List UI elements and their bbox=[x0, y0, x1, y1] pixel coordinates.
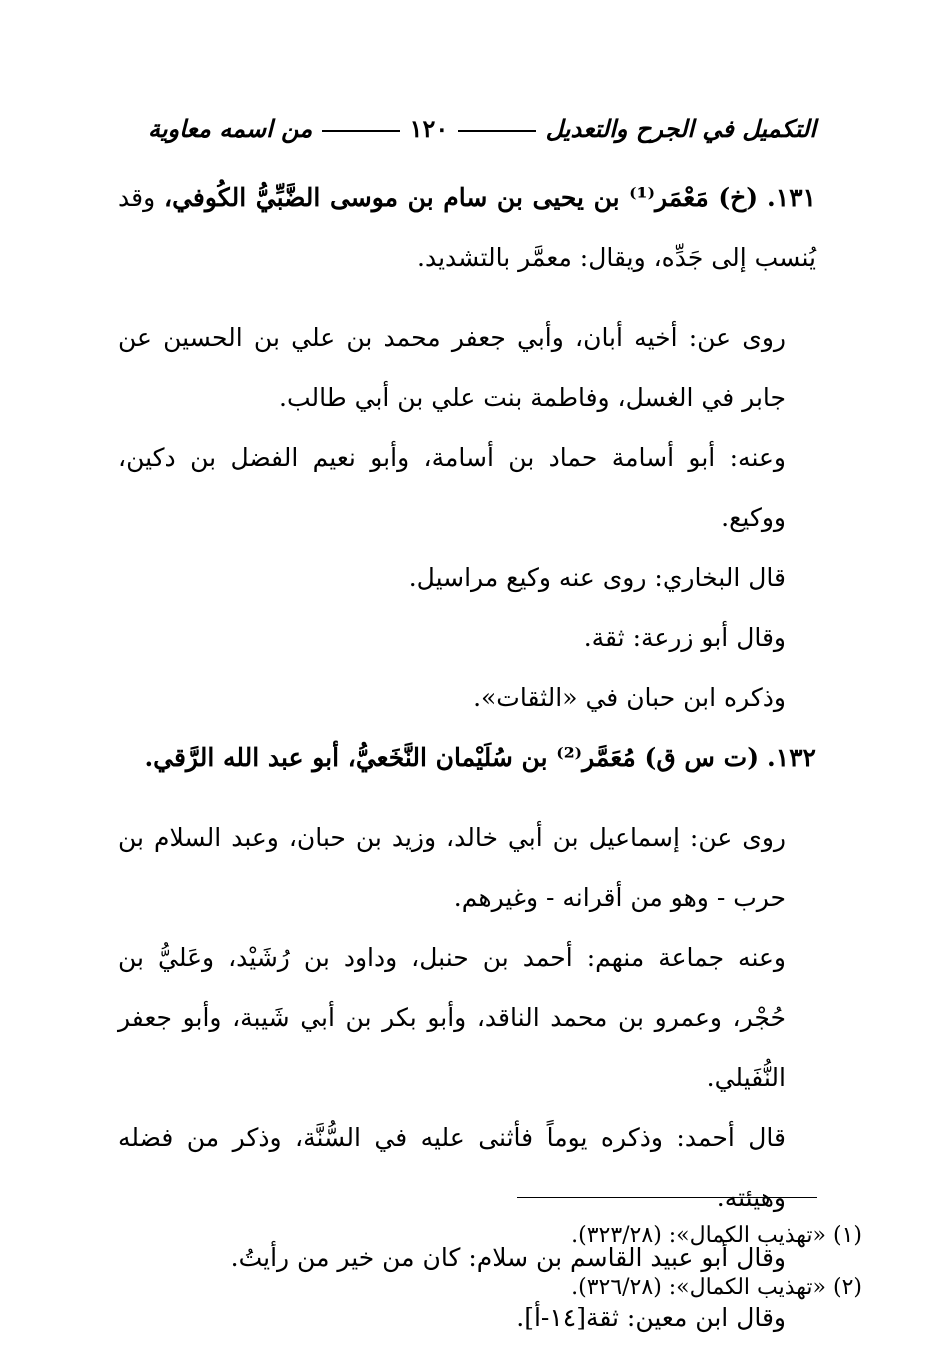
entry-number: ١٣١. bbox=[766, 183, 816, 212]
paragraph: وذكره ابن حبان في «الثقات». bbox=[473, 683, 786, 712]
header-book-title: التكميل في الجرح والتعديل bbox=[545, 113, 816, 143]
paragraph: وقال ابن معين: ثقة[١٤-أ]. bbox=[516, 1303, 786, 1332]
paragraph: وقال أبو زرعة: ثقة. bbox=[583, 623, 786, 652]
paragraph: وعنه جماعة منهم: أحمد بن حنبل، وداود بن رُشَيْد، وعَليُّ بن حُجْر، وعمرو بن محمد الناقد، وأبو بكر بن أبي شَيبة، وأبو جعفر النُّفَيلي. bbox=[118, 943, 787, 1092]
entry-heading-rest: وقد يُنسب إلى جَدِّه، ويقال: معمَّر بالتشديد. bbox=[118, 183, 816, 272]
page-number: ١٢٠ bbox=[409, 113, 449, 143]
footnote: (١) «تهذيب الكمال»: (٣٢٣/٢٨). bbox=[571, 1223, 862, 1248]
paragraph: وقال أبو عبيد القاسم بن سلام: كان من خير من رأيتُ. bbox=[230, 1243, 786, 1272]
main-text bbox=[118, 168, 816, 1348]
footnote: (٢) «تهذيب الكمال»: (٣٢٦/٢٨). bbox=[571, 1275, 862, 1300]
paragraph: روى عن: أخيه أبان، وأبي جعفر محمد بن علي بن الحسين عن جابر في الغسل، وفاطمة بنت علي بن أبي طالب. bbox=[118, 323, 786, 412]
header-section-title: من اسمه معاوية bbox=[147, 113, 313, 143]
entry-name: (خ) مَعْمَر⁽¹⁾ بن يحيى بن سام بن موسى الضَّبِّيُّ الكُوفي، bbox=[164, 183, 759, 212]
header-divider bbox=[322, 130, 399, 132]
footnotes bbox=[118, 1210, 862, 1314]
paragraph: روى عن: إسماعيل بن أبي خالد، وزيد بن حبان، وعبد السلام بن حرب - وهو من أقرانه - وغيرهم. bbox=[118, 823, 786, 912]
footnote-divider bbox=[517, 1197, 817, 1198]
paragraph: قال البخاري: روى عنه وكيع مراسيل. bbox=[408, 563, 786, 592]
entry-number: ١٣٢. bbox=[766, 743, 816, 772]
paragraph: قال أحمد: وذكره يوماً فأثنى عليه في السُّنَّة، وذكر من فضله وهيئته. bbox=[118, 1123, 786, 1212]
entry-heading bbox=[118, 728, 816, 788]
entry-heading bbox=[118, 168, 816, 288]
entry-name: (ت س ق) مُعَمَّر⁽²⁾ بن سُلَيْمان النَّخَعيُّ، أبو عبد الله الرَّقي. bbox=[144, 743, 760, 772]
header-divider bbox=[458, 130, 535, 132]
paragraph: وعنه: أبو أسامة حماد بن أسامة، وأبو نعيم الفضل بن دكين، ووكيع. bbox=[118, 443, 786, 532]
running-header bbox=[148, 108, 816, 148]
